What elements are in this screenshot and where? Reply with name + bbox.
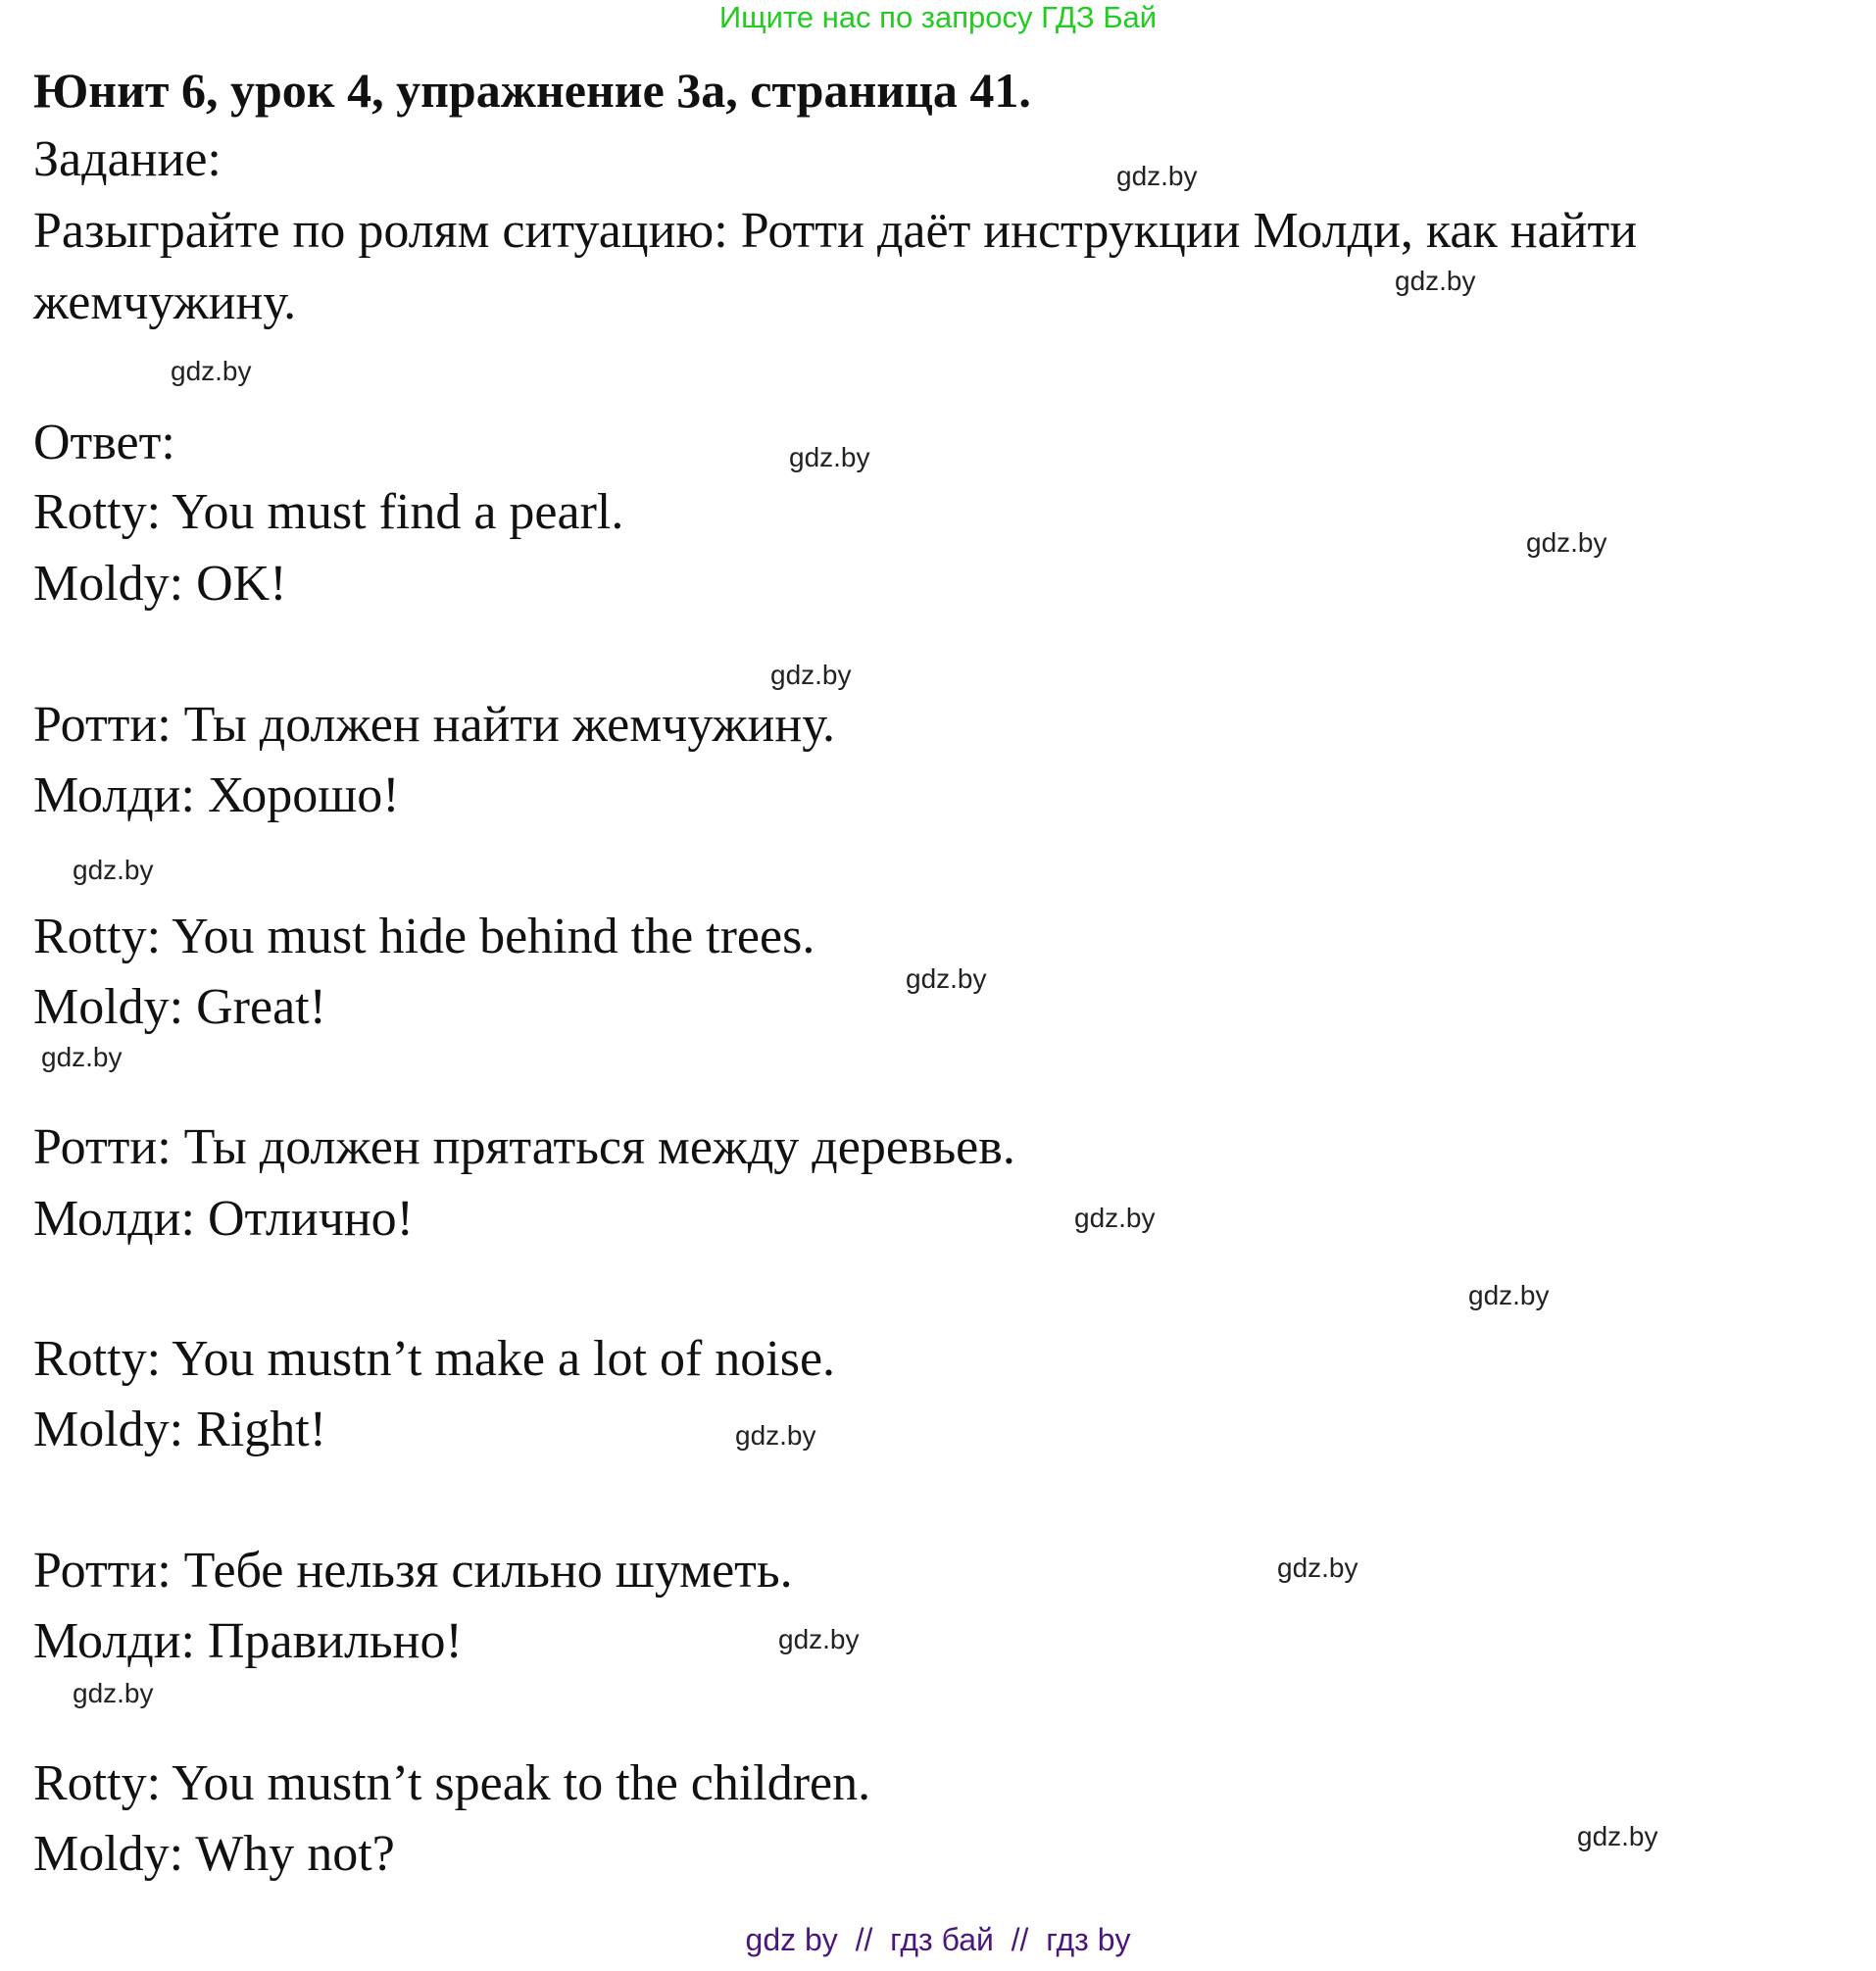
watermark: gdz.by	[1074, 1203, 1156, 1233]
dialogue-line: Молди: Отлично!	[33, 1191, 414, 1247]
watermark: gdz.by	[41, 1042, 123, 1072]
watermark: gdz.by	[1577, 1821, 1658, 1851]
task-text: Разыграйте по ролям ситуацию: Ротти даёт инструкции Молди, как найти	[33, 203, 1638, 259]
watermark: gdz.by	[1395, 266, 1476, 296]
footer-links: gdz by // гдз бай // гдз by	[745, 1922, 1131, 1957]
watermark: gdz.by	[171, 356, 252, 386]
dialogue-line: Ротти: Ты должен прятаться между деревьев.	[33, 1119, 1015, 1175]
page-title: Юнит 6, урок 4, упражнение 3а, страница 41.	[33, 63, 1031, 118]
dialogue-line: Ротти: Тебе нельзя сильно шуметь.	[33, 1543, 793, 1599]
watermark: gdz.by	[789, 442, 870, 472]
header-banner: Ищите нас по запросу ГДЗ Бай	[718, 0, 1158, 34]
watermark: gdz.by	[1277, 1552, 1358, 1583]
dialogue-line: Rotty: You must hide behind the trees.	[33, 909, 815, 964]
watermark: gdz.by	[1468, 1280, 1550, 1310]
task-text-continued: жемчужину.	[33, 274, 297, 330]
watermark: gdz.by	[73, 855, 154, 885]
watermark: gdz.by	[770, 660, 852, 690]
dialogue-line: Moldy: Right!	[33, 1402, 327, 1457]
dialogue-line: Молди: Правильно!	[33, 1613, 463, 1669]
dialogue-line: Rotty: You must find a pearl.	[33, 484, 624, 540]
dialogue-line: Moldy: Great!	[33, 979, 326, 1035]
dialogue-line: Молди: Хорошо!	[33, 767, 400, 823]
dialogue-line: Rotty: You mustn’t make a lot of noise.	[33, 1331, 836, 1387]
watermark: gdz.by	[906, 963, 987, 994]
answer-label: Ответ:	[33, 415, 175, 470]
dialogue-line: Moldy: OK!	[33, 556, 287, 612]
watermark: gdz.by	[735, 1420, 816, 1451]
watermark: gdz.by	[73, 1678, 154, 1708]
dialogue-line: Moldy: Why not?	[33, 1826, 395, 1882]
watermark: gdz.by	[1526, 527, 1607, 558]
dialogue-line: Rotty: You mustn’t speak to the children.	[33, 1755, 871, 1811]
task-label: Задание:	[33, 131, 222, 187]
watermark: gdz.by	[1116, 161, 1198, 191]
dialogue-line: Ротти: Ты должен найти жемчужину.	[33, 697, 836, 753]
watermark: gdz.by	[778, 1624, 860, 1654]
